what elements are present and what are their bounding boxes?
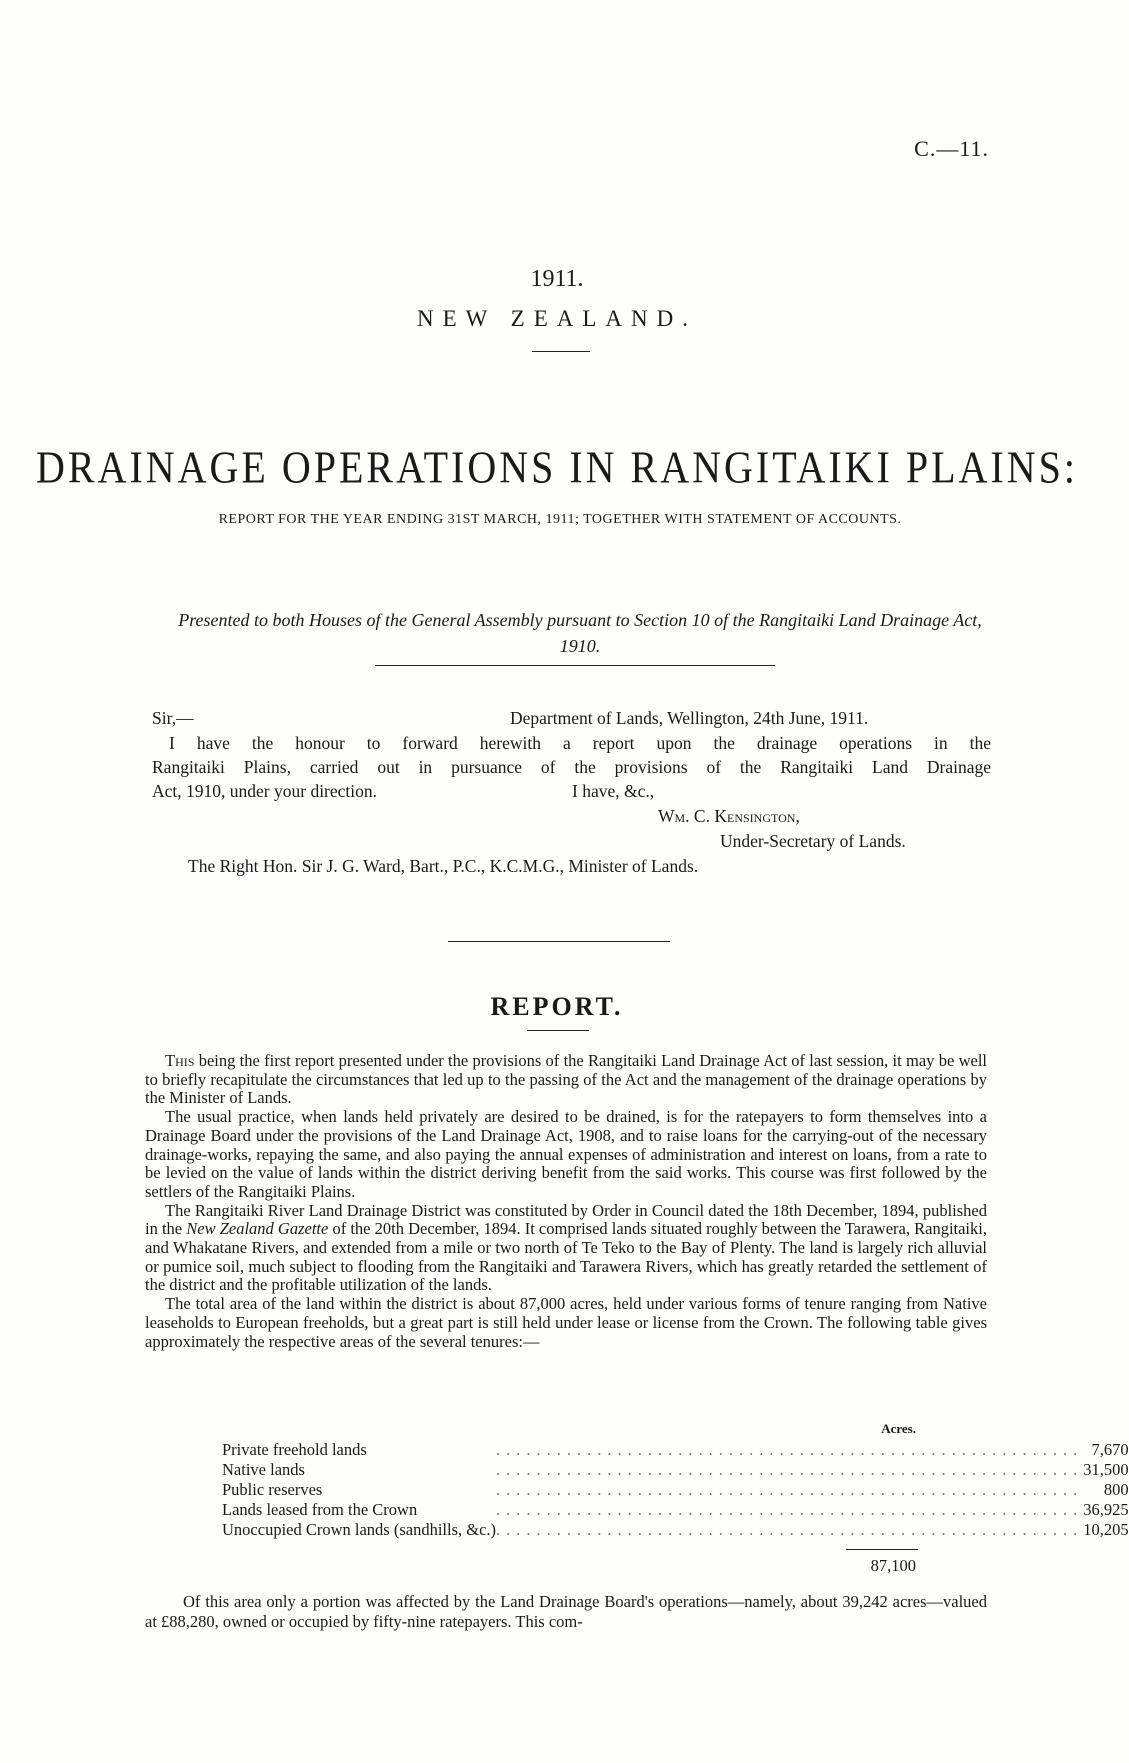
presentation-note: Presented to both Houses of the General Assembly pursuant to Section 10 of the Rangitaiki Land Drainage Act, 1910. [178, 610, 982, 656]
tenure-label: Private freehold lands [222, 1440, 367, 1459]
tenure-label: Lands leased from the Crown [222, 1500, 418, 1519]
tenure-label: Public reserves [222, 1480, 323, 1499]
tenure-label: Unoccupied Crown lands (sandhills, &c.) [222, 1520, 497, 1539]
tenure-acres: 7,670 [1091, 1440, 1129, 1459]
letter-salutation: Sir,— [152, 708, 194, 728]
report-paragraph: The usual practice, when lands held privately are desired to be drained, is for the ratepayers to form themselves into a Drainage Board under the provisions of the Land Drainage Act, 1908, and to raise loans for the carrying-out of the necessary drainage-works, repaying the same, and also paying the annual expenses of administration and interest on loans, from a rate to be levied on the value of lands within the district deriving benefit from the said works. This course was first followed by the settlers of the Rangitaiki Plains. [145, 1107, 987, 1201]
tenure-acres: 10,205 [1083, 1520, 1129, 1539]
letter-body-line: I have the honour to forward herewith a report upon the drainage operations in the [169, 733, 991, 753]
leader-dots: .......................................................... [496, 1480, 1084, 1499]
presentation-divider [375, 665, 775, 666]
table-row [222, 1480, 1129, 1500]
tenure-acres: 36,925 [1083, 1500, 1129, 1519]
letter-closing: I have, &c., [572, 781, 655, 801]
report-paragraph: The total area of the land within the district is about 87,000 acres, held under various forms of tenure ranging from Native leaseholds to European freeholds, but a great part is still held under lease or license from the Crown. The following table gives approximately the respective areas of the several tenures:— [145, 1294, 987, 1351]
leader-dots: .......................................................... [496, 1500, 1084, 1519]
report-paragraph: Of this area only a portion was affected by the Land Drainage Board's operations—namely, about 39,242 acres—valued at £88,280, owned or occupied by fifty-nine ratepayers. This com- [145, 1592, 987, 1631]
letter-dateline: Department of Lands, Wellington, 24th June, 1911. [510, 708, 869, 728]
leader-dots: .......................................................... [496, 1520, 1084, 1539]
document-subtitle: REPORT FOR THE YEAR ENDING 31ST MARCH, 1911; TOGETHER WITH STATEMENT OF ACCOUNTS. [218, 512, 902, 527]
table-row [222, 1460, 1129, 1480]
tenure-total: 87,100 [870, 1556, 916, 1575]
table-row [222, 1500, 1129, 1520]
tenure-acres: 31,500 [1083, 1460, 1129, 1479]
report-heading-rule [527, 1030, 589, 1031]
report-body [145, 1052, 987, 1351]
total-rule [846, 1549, 918, 1550]
tenure-label: Native lands [222, 1460, 305, 1479]
document-title: DRAINAGE OPERATIONS IN RANGITAIKI PLAINS: [36, 441, 1078, 493]
letter-addressee: The Right Hon. Sir J. G. Ward, Bart., P.C., K.C.M.G., Minister of Lands. [188, 856, 699, 876]
report-heading: REPORT. [490, 992, 624, 1021]
report-body-continued [145, 1592, 987, 1632]
gazette-reference: New Zealand Gazette [186, 1219, 329, 1239]
letter-body-line: Rangitaiki Plains, carried out in pursuance of the provisions of the Rangitaiki Land Drainage [152, 757, 991, 777]
table-row [222, 1440, 1129, 1460]
tenure-acres: 800 [1103, 1480, 1129, 1499]
report-paragraph [145, 1052, 987, 1108]
document-reference: C.—11. [914, 136, 989, 161]
paragraph-text: The Rangitaiki River Land Drainage District was constituted by Order in Council dated the 18th December, 1894, published in the [145, 1200, 987, 1239]
letter-body-line: Act, 1910, under your direction. [152, 781, 378, 801]
leader-dots: .......................................................... [496, 1440, 1084, 1459]
paragraph-text: being the first report presented under the provisions of the Rangitaiki Land Drainage Act of last session, it may be well to briefly recapitulate the circumstances that led up to the passing of the Act and the management of the drainage operations by the Minister of Lands. [145, 1051, 987, 1108]
letter-signatory-position: Under-Secretary of Lands. [720, 831, 906, 851]
acres-column-header: Acres. [881, 1421, 916, 1436]
letter-signatory: Wm. C. Kensington, [658, 806, 800, 826]
country-heading: NEW ZEALAND. [416, 306, 698, 331]
paragraph-text: of the 20th December, 1894. It comprised lands situated roughly between the Tarawera, Rangitaiki, and Whakatane Rivers, and extended from a mile or two north of Te Teko to the Bay of Plenty. The land is largely rich alluvial or pumice soil, much subject to flooding from the Rangitaiki and Tarawera Rivers, which has greatly retarded the settlement of the district and the profitable utilization of the lands. [145, 1219, 987, 1295]
section-divider [448, 941, 670, 942]
masthead-divider [532, 351, 590, 352]
document-year: 1911. [530, 266, 584, 292]
leader-dots: .......................................................... [496, 1460, 1084, 1479]
report-paragraph [145, 1202, 987, 1296]
table-row [222, 1520, 1129, 1540]
tenure-table [222, 1440, 1129, 1540]
paragraph-lead-word: This [165, 1051, 195, 1070]
